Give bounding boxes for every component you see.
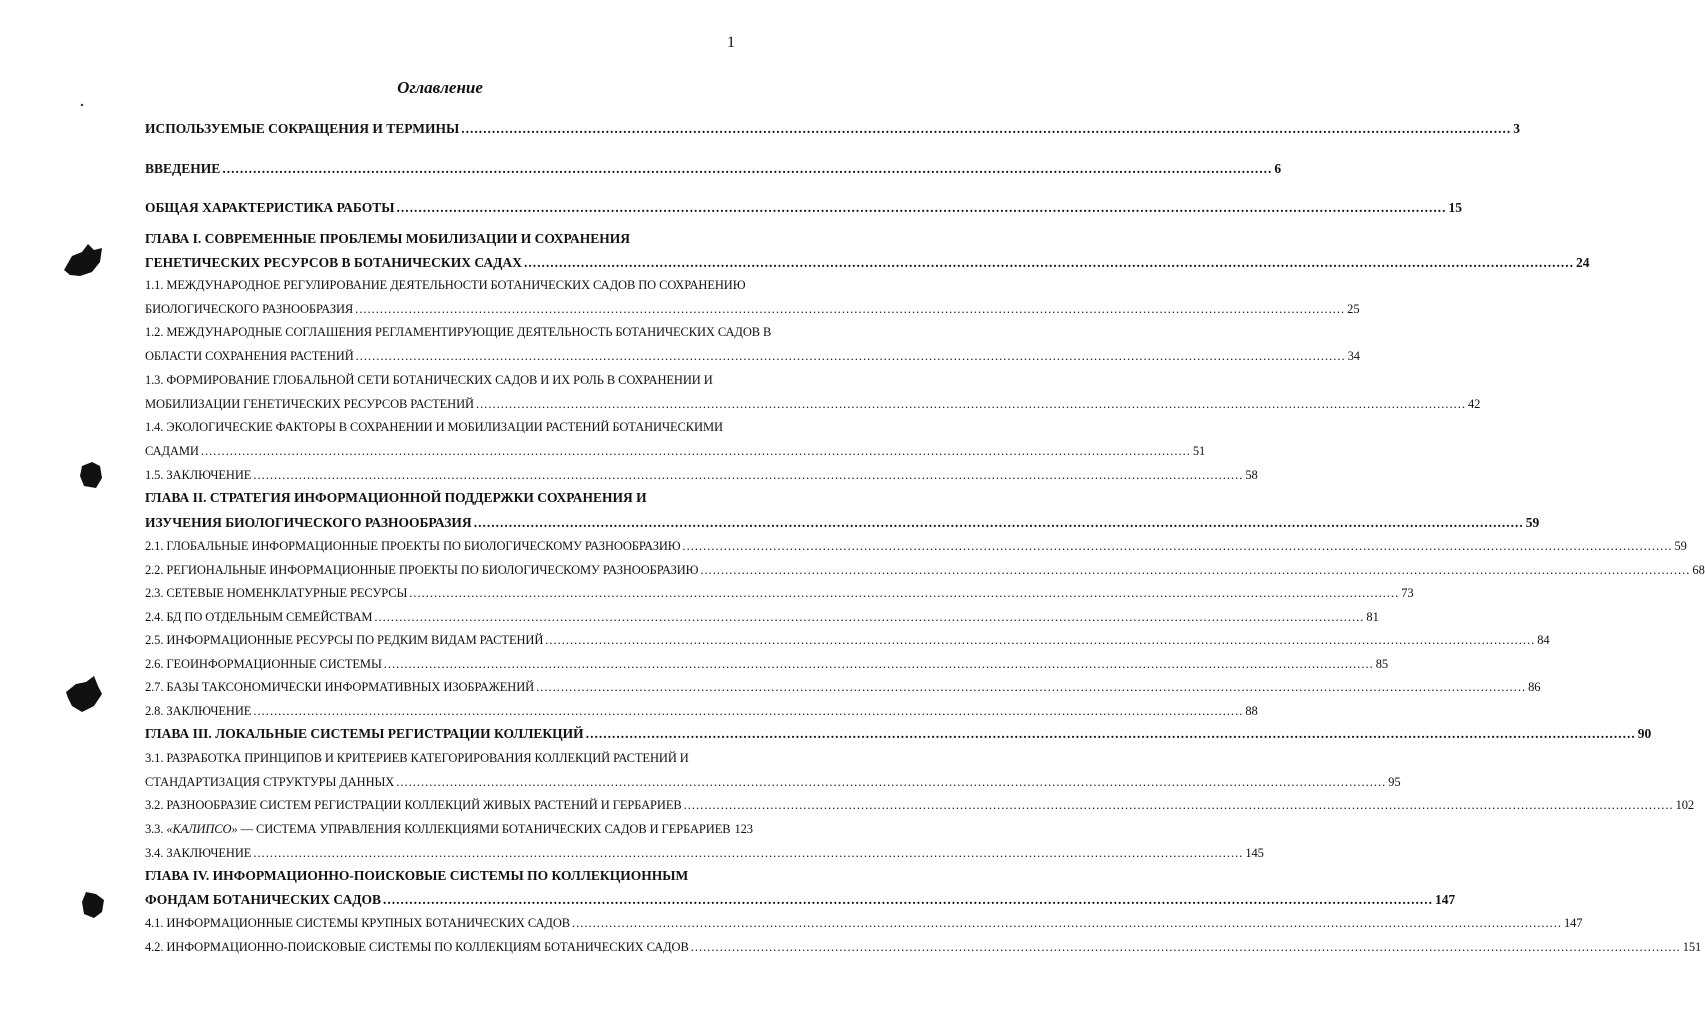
toc-section-2-8: 2.8. ЗАКЛЮЧЕНИЕ ..... 88: [145, 704, 740, 719]
toc-section-4-1: 4.1. ИНФОРМАЦИОННЫЕ СИСТЕМЫ КРУПНЫХ БОТАНИЧЕСКИХ САДОВ ..... 147: [145, 916, 740, 931]
toc-entry-general: ОБЩАЯ ХАРАКТЕРИСТИКА РАБОТЫ ..... 15: [145, 200, 740, 216]
toc-section-3-1-line1: 3.1. РАЗРАБОТКА ПРИНЦИПОВ И КРИТЕРИЕВ КАТЕГОРИРОВАНИЯ КОЛЛЕКЦИЙ РАСТЕНИЙ И: [145, 751, 689, 765]
scan-blot-3: [64, 676, 104, 714]
toc-section-1-3-line1: 1.3. ФОРМИРОВАНИЕ ГЛОБАЛЬНОЙ СЕТИ БОТАНИЧЕСКИХ САДОВ И ИХ РОЛЬ В СОХРАНЕНИИ И: [145, 373, 713, 387]
scan-blot-2: [78, 460, 104, 490]
toc-entry-introduction: ВВЕДЕНИЕ ..... 6: [145, 161, 740, 177]
toc-chapter-4-line1: ГЛАВА IV. ИНФОРМАЦИОННО-ПОИСКОВЫЕ СИСТЕМЫ ПО КОЛЛЕКЦИОННЫМ: [145, 868, 689, 883]
calypso-name: «КАЛИПСО»: [166, 822, 238, 836]
toc-section-2-2: 2.2. РЕГИОНАЛЬНЫЕ ИНФОРМАЦИОННЫЕ ПРОЕКТЫ ПО БИОЛОГИЧЕСКОМУ РАЗНООБРАЗИЮ ..... 68: [145, 563, 740, 578]
toc-chapter-1-line1: ГЛАВА I. СОВРЕМЕННЫЕ ПРОБЛЕМЫ МОБИЛИЗАЦИИ И СОХРАНЕНИЯ: [145, 231, 631, 246]
toc-section-1-4: САДАМИ ..... 51: [145, 444, 740, 459]
page-title: Оглавление: [397, 78, 483, 97]
toc-section-2-7: 2.7. БАЗЫ ТАКСОНОМИЧЕСКИ ИНФОРМАТИВНЫХ ИЗОБРАЖЕНИЙ ..... 86: [145, 680, 740, 695]
scan-dot: [80, 103, 84, 107]
toc-section-1-3: МОБИЛИЗАЦИИ ГЕНЕТИЧЕСКИХ РЕСУРСОВ РАСТЕНИЙ ..... 42: [145, 397, 740, 412]
toc-section-2-5: 2.5. ИНФОРМАЦИОННЫЕ РЕСУРСЫ ПО РЕДКИМ ВИДАМ РАСТЕНИЙ ..... 84: [145, 633, 740, 648]
toc-entry-abbreviations: ИСПОЛЬЗУЕМЫЕ СОКРАЩЕНИЯ И ТЕРМИНЫ ..... 3: [145, 121, 740, 137]
toc-section-1-2: ОБЛАСТИ СОХРАНЕНИЯ РАСТЕНИЙ ..... 34: [145, 349, 740, 364]
toc-chapter-2: ИЗУЧЕНИЯ БИОЛОГИЧЕСКОГО РАЗНООБРАЗИЯ ..... 59: [145, 515, 740, 531]
toc-section-2-6: 2.6. ГЕОИНФОРМАЦИОННЫЕ СИСТЕМЫ ..... 85: [145, 657, 740, 672]
toc-chapter-3: ГЛАВА III. ЛОКАЛЬНЫЕ СИСТЕМЫ РЕГИСТРАЦИИ КОЛЛЕКЦИЙ ..... 90: [145, 726, 740, 742]
scan-blot-1: [62, 242, 104, 278]
toc-section-3-3: 3.3. «КАЛИПСО» — СИСТЕМА УПРАВЛЕНИЯ КОЛЛЕКЦИЯМИ БОТАНИЧЕСКИХ САДОВ И ГЕРБАРИЕВ 123: [145, 822, 753, 836]
toc-section-2-3: 2.3. СЕТЕВЫЕ НОМЕНКЛАТУРНЫЕ РЕСУРСЫ ..... 73: [145, 586, 740, 601]
toc-section-1-1: БИОЛОГИЧЕСКОГО РАЗНООБРАЗИЯ ..... 25: [145, 302, 740, 317]
page-number: 1: [727, 34, 735, 51]
toc-section-2-1: 2.1. ГЛОБАЛЬНЫЕ ИНФОРМАЦИОННЫЕ ПРОЕКТЫ ПО БИОЛОГИЧЕСКОМУ РАЗНООБРАЗИЮ ..... 59: [145, 539, 740, 554]
toc-chapter-4: ФОНДАМ БОТАНИЧЕСКИХ САДОВ ..... 147: [145, 892, 740, 908]
toc-section-3-1: СТАНДАРТИЗАЦИЯ СТРУКТУРЫ ДАННЫХ ..... 95: [145, 775, 740, 790]
toc-section-3-4: 3.4. ЗАКЛЮЧЕНИЕ ..... 145: [145, 846, 740, 861]
scan-blot-4: [80, 890, 106, 920]
toc-section-1-5: 1.5. ЗАКЛЮЧЕНИЕ ..... 58: [145, 468, 740, 483]
toc-section-1-4-line1: 1.4. ЭКОЛОГИЧЕСКИЕ ФАКТОРЫ В СОХРАНЕНИИ И МОБИЛИЗАЦИИ РАСТЕНИЙ БОТАНИЧЕСКИМИ: [145, 420, 723, 434]
toc-section-2-4: 2.4. БД ПО ОТДЕЛЬНЫМ СЕМЕЙСТВАМ ..... 81: [145, 610, 740, 625]
toc-chapter-1: ГЕНЕТИЧЕСКИХ РЕСУРСОВ В БОТАНИЧЕСКИХ САДАХ ..... 24: [145, 255, 740, 271]
toc-section-4-2: 4.2. ИНФОРМАЦИОННО-ПОИСКОВЫЕ СИСТЕМЫ ПО КОЛЛЕКЦИЯМ БОТАНИЧЕСКИХ САДОВ ..... 151: [145, 940, 740, 955]
toc-section-1-1-line1: 1.1. МЕЖДУНАРОДНОЕ РЕГУЛИРОВАНИЕ ДЕЯТЕЛЬНОСТИ БОТАНИЧЕСКИХ САДОВ ПО СОХРАНЕНИЮ: [145, 278, 746, 292]
toc-section-1-2-line1: 1.2. МЕЖДУНАРОДНЫЕ СОГЛАШЕНИЯ РЕГЛАМЕНТИРУЮЩИЕ ДЕЯТЕЛЬНОСТЬ БОТАНИЧЕСКИХ САДОВ В: [145, 325, 772, 339]
toc-section-3-2: 3.2. РАЗНООБРАЗИЕ СИСТЕМ РЕГИСТРАЦИИ КОЛЛЕКЦИЙ ЖИВЫХ РАСТЕНИЙ И ГЕРБАРИЕВ ..... 102: [145, 798, 740, 813]
toc-chapter-2-line1: ГЛАВА II. СТРАТЕГИЯ ИНФОРМАЦИОННОЙ ПОДДЕРЖКИ СОХРАНЕНИЯ И: [145, 490, 647, 505]
